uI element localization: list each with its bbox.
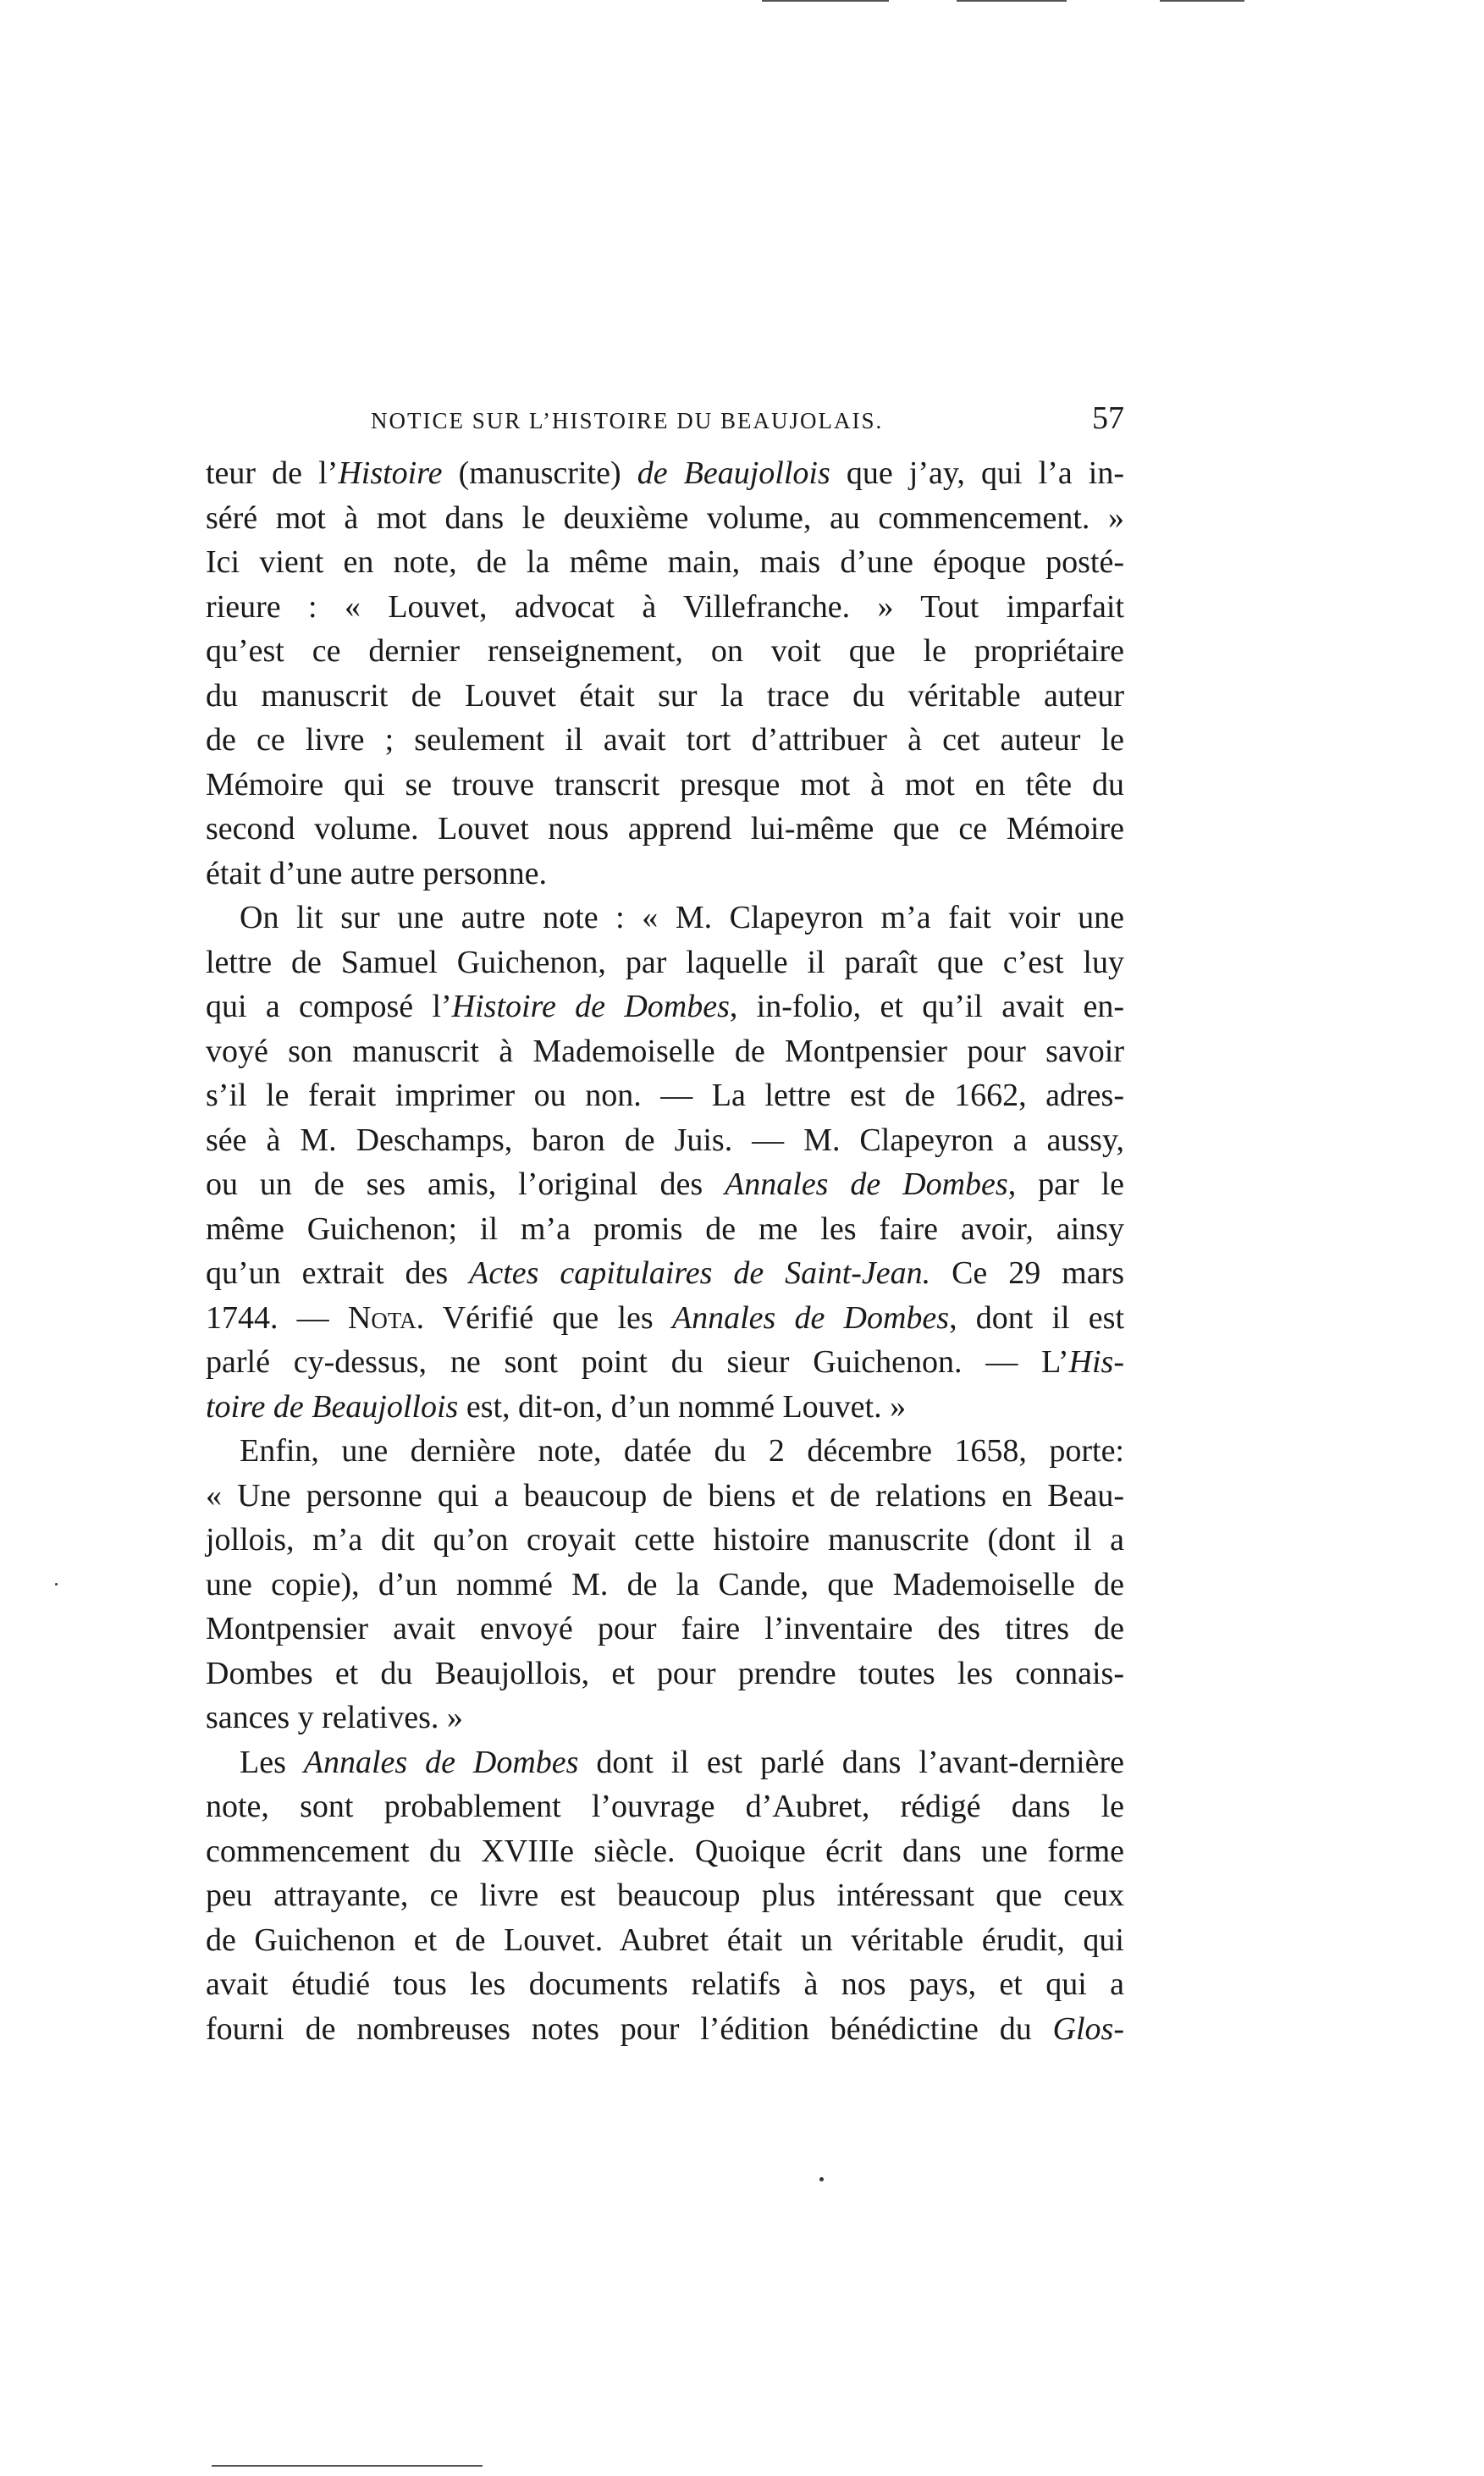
scan-edge-top bbox=[762, 0, 889, 2]
text-run: Ce 29 mars bbox=[930, 1255, 1125, 1291]
scan-edge-top bbox=[1160, 0, 1244, 2]
text-run: commencement du XVIIIe siècle. Quoique écrit dans une forme bbox=[206, 1833, 1124, 1869]
body-text bbox=[206, 451, 1124, 2051]
text-run: lettre de Samuel Guichenon, par laquelle il paraît que c’est luy bbox=[206, 944, 1124, 980]
text-line bbox=[206, 496, 1124, 541]
text-line bbox=[206, 1918, 1124, 1963]
text-run: qu’un extrait des bbox=[206, 1255, 470, 1291]
text-run: rieure : « Louvet, advocat à Villefranche. » Tout imparfait bbox=[206, 588, 1124, 625]
text-run: que j’ay, qui l’a in- bbox=[830, 455, 1125, 491]
text-line bbox=[206, 763, 1124, 808]
running-title: NOTICE SUR L’HISTOIRE DU BEAUJOLAIS. bbox=[371, 408, 884, 433]
text-run: Nota bbox=[347, 1299, 417, 1336]
scan-edge-top bbox=[957, 0, 1067, 2]
text-line bbox=[206, 540, 1124, 585]
text-line bbox=[206, 1518, 1124, 1563]
italic-title: toire de Beaujollois bbox=[206, 1388, 459, 1425]
text-line bbox=[206, 1429, 1124, 1474]
text-run: . Vérifié que les bbox=[416, 1299, 672, 1336]
text-run: Dombes et du Beaujollois, et pour prendre toutes les connais- bbox=[206, 1655, 1124, 1691]
text-run: s’il le ferait imprimer ou non. — La lettre est de 1662, adres- bbox=[206, 1078, 1124, 1113]
running-head bbox=[206, 400, 1124, 438]
italic-title: Annales de Dombes bbox=[725, 1166, 1008, 1202]
text-line bbox=[206, 984, 1124, 1029]
text-line bbox=[206, 1962, 1124, 2007]
text-line bbox=[206, 1251, 1124, 1296]
text-run: voyé son manuscrit à Mademoiselle de Montpensier pour savoir bbox=[206, 1033, 1124, 1069]
text-run: même Guichenon; il m’a promis de me les faire avoir, ainsy bbox=[206, 1210, 1124, 1247]
text-run: second volume. Louvet nous apprend lui-même que ce Mémoire bbox=[206, 811, 1124, 846]
text-line bbox=[206, 1118, 1124, 1163]
text-line bbox=[206, 896, 1124, 940]
text-run: sée à M. Deschamps, baron de Juis. — M. Clapeyron a aussy, bbox=[206, 1122, 1124, 1158]
text-run: de Guichenon et de Louvet. Aubret était un véritable érudit, qui bbox=[206, 1922, 1124, 1958]
text-run: qui a composé l’ bbox=[206, 989, 452, 1024]
text-run: Les bbox=[240, 1744, 304, 1780]
text-run: , dont il est bbox=[949, 1299, 1125, 1336]
italic-title: His- bbox=[1068, 1344, 1124, 1380]
text-run: 1744. — bbox=[206, 1299, 348, 1336]
text-line bbox=[206, 1607, 1124, 1652]
text-run: de ce livre ; seulement il avait tort d’attribuer à cet auteur le bbox=[206, 722, 1124, 758]
text-line bbox=[206, 1652, 1124, 1696]
italic-title: Actes capitulaires de Saint-Jean. bbox=[469, 1255, 931, 1291]
text-line bbox=[206, 1207, 1124, 1252]
text-run: était d’une autre personne. bbox=[206, 855, 548, 891]
text-line bbox=[206, 852, 1124, 896]
text-run: Enfin, une dernière note, datée du 2 décembre 1658, porte: bbox=[240, 1433, 1124, 1469]
text-run: fourni de nombreuses notes pour l’édition bénédictine du bbox=[206, 2010, 1053, 2047]
text-line bbox=[206, 1073, 1124, 1118]
ink-speck bbox=[55, 1583, 58, 1585]
text-run: qu’est ce dernier renseignement, on voit que le propriétaire bbox=[206, 633, 1124, 669]
text-run: note, sont probablement l’ouvrage d’Aubret, rédigé dans le bbox=[206, 1789, 1124, 1824]
text-line bbox=[206, 940, 1124, 985]
text-run: On lit sur une autre note : « M. Clapeyron m’a fait voir une bbox=[240, 900, 1124, 935]
text-run: teur de l’ bbox=[206, 455, 339, 491]
text-line bbox=[206, 1029, 1124, 1074]
text-line bbox=[206, 1563, 1124, 1607]
italic-title: Annales de Dombes bbox=[671, 1299, 950, 1336]
text-line bbox=[206, 807, 1124, 852]
text-line bbox=[206, 1784, 1124, 1829]
text-run: , par le bbox=[1007, 1166, 1124, 1202]
text-run: ou un de ses amis, l’original des bbox=[206, 1166, 725, 1202]
scan-edge-bottom bbox=[212, 2465, 483, 2467]
text-run: du manuscrit de Louvet était sur la trace du véritable auteur bbox=[206, 677, 1124, 714]
text-line bbox=[206, 1474, 1124, 1519]
text-run: est, dit-on, d’un nommé Louvet. » bbox=[458, 1388, 907, 1425]
text-run: Ici vient en note, de la même main, mais d’une époque posté- bbox=[206, 544, 1124, 580]
italic-title: Glos- bbox=[1052, 2010, 1124, 2047]
text-line bbox=[206, 1340, 1124, 1385]
text-line bbox=[206, 674, 1124, 719]
text-line bbox=[206, 585, 1124, 630]
text-run: Mémoire qui se trouve transcrit presque mot à mot en tête du bbox=[206, 766, 1124, 802]
text-line bbox=[206, 1740, 1124, 1785]
text-line bbox=[206, 1696, 1124, 1740]
page-number: 57 bbox=[1092, 400, 1124, 436]
text-run: dont il est parlé dans l’avant-dernière bbox=[578, 1744, 1124, 1780]
text-run: séré mot à mot dans le deuxième volume, au commencement. » bbox=[206, 499, 1124, 536]
text-line bbox=[206, 1296, 1124, 1341]
text-run: peu attrayante, ce livre est beaucoup plus intéressant que ceux bbox=[206, 1878, 1124, 1913]
text-run: « Une personne qui a beaucoup de biens et de relations en Beau- bbox=[206, 1477, 1124, 1514]
text-run: Montpensier avait envoyé pour faire l’inventaire des titres de bbox=[206, 1611, 1124, 1646]
italic-title: Annales de Dombes bbox=[303, 1744, 579, 1780]
text-run: , in-folio, et qu’il avait en- bbox=[729, 989, 1124, 1024]
italic-title: de Beaujollois bbox=[637, 455, 830, 491]
text-line bbox=[206, 1829, 1124, 1874]
text-run: sances y relatives. » bbox=[206, 1700, 463, 1735]
text-run: (manuscrite) bbox=[442, 455, 637, 491]
text-line bbox=[206, 1385, 1124, 1430]
text-run: parlé cy-dessus, ne sont point du sieur Guichenon. — L’ bbox=[206, 1344, 1069, 1380]
text-line bbox=[206, 629, 1124, 674]
text-run: avait étudié tous les documents relatifs à nos pays, et qui a bbox=[206, 1966, 1124, 2002]
text-line bbox=[206, 1873, 1124, 1918]
text-line bbox=[206, 451, 1124, 496]
text-run: une copie), d’un nommé M. de la Cande, que Mademoiselle de bbox=[206, 1566, 1124, 1602]
text-line bbox=[206, 1162, 1124, 1207]
text-line bbox=[206, 2007, 1124, 2052]
ink-speck bbox=[819, 2177, 824, 2181]
italic-title: Histoire bbox=[338, 455, 443, 491]
text-line bbox=[206, 718, 1124, 763]
text-run: jollois, m’a dit qu’on croyait cette histoire manuscrite (dont il a bbox=[206, 1522, 1124, 1558]
italic-title: Histoire de Dombes bbox=[451, 989, 730, 1024]
